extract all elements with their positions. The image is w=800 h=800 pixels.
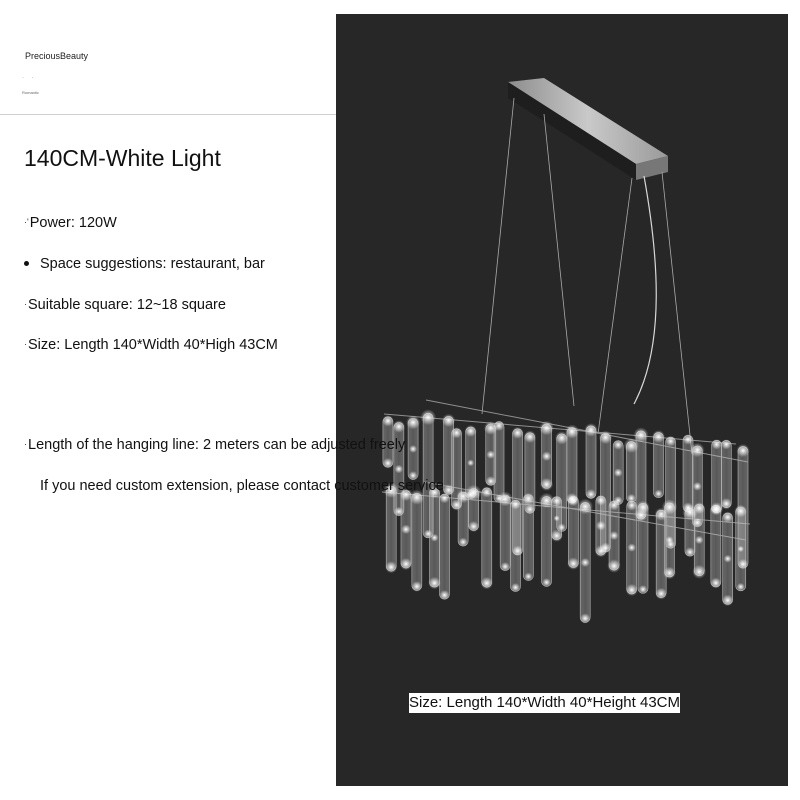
spec-square	[24, 297, 226, 313]
light-bulb	[609, 500, 620, 511]
light-bulb	[409, 445, 417, 453]
light-bulb	[542, 578, 551, 587]
brand-decoration: · ·	[22, 75, 37, 81]
light-bulb	[683, 434, 694, 445]
light-bulb	[577, 499, 593, 515]
light-bulb	[568, 495, 579, 506]
light-bulb	[525, 505, 535, 515]
light-bulb	[465, 425, 477, 437]
light-bulb	[607, 559, 621, 573]
light-bulb	[711, 439, 721, 449]
light-bulb	[614, 468, 623, 477]
light-bulb	[406, 415, 420, 429]
light-bulb	[666, 536, 674, 544]
header-divider	[0, 114, 336, 115]
spec-size	[24, 337, 278, 353]
light-bulb	[692, 565, 706, 579]
light-bulb	[692, 518, 702, 528]
spec-power-text: Power: 120W	[29, 215, 117, 231]
light-bulb	[595, 495, 606, 506]
product-photo	[336, 14, 788, 786]
light-bulb	[467, 459, 474, 466]
glass-tube	[494, 422, 504, 503]
light-bulb	[609, 531, 618, 540]
spec-marker: ·'	[24, 217, 29, 227]
light-bulb	[486, 450, 495, 459]
light-bulb	[655, 588, 667, 600]
light-bulb	[383, 458, 394, 469]
light-bulb	[685, 547, 695, 557]
light-bulb	[442, 414, 455, 427]
light-bulb	[567, 557, 579, 569]
light-bulb	[639, 585, 648, 594]
light-bulb	[551, 495, 562, 506]
spec-hanging-line-text: Length of the hanging line: 2 meters can be adjusted freely	[28, 437, 406, 453]
spec-power	[24, 215, 117, 231]
light-bulb	[628, 543, 636, 551]
glass-tube	[711, 505, 721, 587]
light-bulb	[401, 524, 411, 534]
light-bulb	[595, 545, 607, 557]
light-bulb	[439, 493, 449, 503]
glass-tube	[542, 497, 552, 587]
spec-custom-note: If you need custom extension, please contact customer service	[40, 478, 444, 494]
light-bulb	[734, 505, 747, 518]
brand-logo: PreciousBeauty	[25, 51, 89, 61]
bullet-icon	[24, 261, 29, 266]
light-bulb	[512, 546, 523, 557]
light-bulb	[721, 439, 731, 449]
glass-tube	[567, 428, 577, 503]
glass-tube	[412, 493, 422, 590]
light-bulb	[581, 558, 590, 567]
light-bulb	[385, 561, 397, 573]
light-bulb	[395, 465, 404, 474]
light-bulb	[599, 431, 613, 445]
light-bulb	[652, 430, 665, 443]
light-bulb	[522, 493, 534, 505]
spec-size-text: Size: Length 140*Width 40*High 43CM	[28, 337, 278, 353]
light-bulb	[722, 595, 734, 607]
light-bulb	[663, 567, 676, 580]
light-bulb	[524, 430, 537, 443]
light-bulb	[662, 499, 678, 515]
light-bulb	[626, 500, 637, 511]
light-bulb	[737, 583, 745, 591]
light-bulb	[420, 409, 436, 425]
light-bulb	[693, 482, 702, 491]
light-bulb	[524, 572, 532, 580]
light-bulb	[724, 555, 732, 563]
light-bulb	[695, 536, 703, 544]
light-bulb	[613, 440, 623, 450]
glass-tube	[712, 440, 722, 512]
light-bulb	[596, 521, 606, 531]
light-bulb	[394, 507, 404, 517]
chandelier-illustration	[336, 14, 788, 786]
light-bulb	[501, 562, 510, 571]
light-bulb	[510, 499, 521, 510]
light-bulb	[430, 534, 438, 542]
light-bulb	[584, 423, 598, 437]
size-caption: Size: Length 140*Width 40*Height 43CM	[409, 694, 680, 711]
light-bulb	[382, 415, 393, 426]
light-bulb	[512, 427, 524, 439]
spec-marker: ·	[24, 299, 27, 309]
light-bulb	[459, 538, 468, 547]
light-bulb	[736, 444, 749, 457]
light-bulb	[540, 478, 553, 491]
glass-tube	[586, 426, 596, 498]
light-bulb	[428, 577, 441, 590]
light-bulb	[721, 498, 733, 510]
light-bulb	[565, 425, 579, 439]
light-bulb	[451, 427, 462, 438]
light-bulb	[542, 451, 552, 461]
light-bulb	[511, 583, 520, 592]
light-bulb	[738, 559, 749, 570]
light-bulb	[481, 577, 493, 589]
light-bulb	[468, 521, 479, 532]
light-bulb	[439, 590, 449, 600]
light-bulb	[710, 578, 721, 589]
spec-space	[24, 256, 265, 272]
light-bulb	[486, 476, 496, 486]
light-bulb	[665, 436, 676, 447]
light-bulb	[580, 613, 590, 623]
spec-hanging-line	[24, 437, 405, 453]
light-bulb	[412, 581, 423, 592]
light-bulb	[690, 443, 704, 457]
light-bulb	[636, 501, 649, 514]
light-bulb	[550, 530, 562, 542]
spec-marker: ·	[24, 339, 27, 349]
glass-tube	[482, 488, 492, 587]
light-bulb	[494, 420, 505, 431]
glass-tube	[721, 440, 731, 507]
glass-tube	[386, 486, 396, 571]
light-bulb	[393, 420, 405, 432]
light-bulb	[710, 504, 721, 515]
light-bulb	[654, 489, 662, 497]
light-bulb	[626, 584, 638, 596]
product-title: 140CM-White Light	[24, 145, 221, 171]
light-bulb	[400, 558, 412, 570]
light-bulb	[722, 511, 733, 522]
light-bulb	[466, 485, 482, 501]
spec-marker: ·	[24, 439, 27, 449]
light-bulb	[539, 421, 554, 436]
glass-tube	[440, 494, 450, 599]
light-bulb	[481, 486, 492, 497]
light-bulb	[586, 489, 597, 500]
spec-square-text: Suitable square: 12~18 square	[28, 297, 226, 313]
light-bulb	[693, 502, 705, 514]
light-bulb	[633, 427, 648, 442]
spec-space-text: Space suggestions: restaurant, bar	[40, 256, 265, 272]
light-bulb	[554, 515, 560, 521]
glass-tube	[568, 497, 578, 568]
brand-tagline: Romantic	[22, 90, 39, 95]
light-bulb	[738, 546, 744, 552]
ceiling-canopy	[508, 78, 668, 180]
